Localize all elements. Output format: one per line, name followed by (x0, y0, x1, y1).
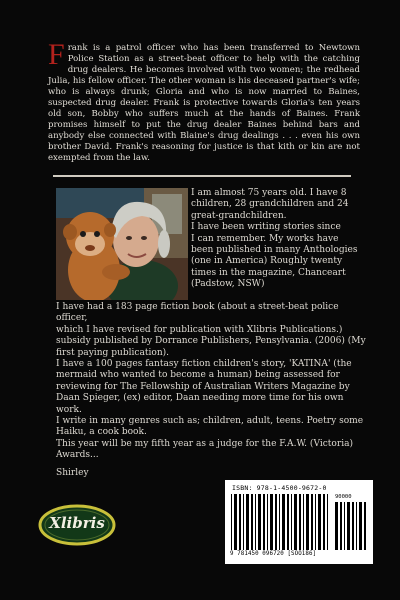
barcode-stripe (323, 494, 325, 550)
barcode-stripe (251, 494, 253, 550)
bio-line: which I have revised for publication with Xlibris Publications.) (56, 324, 343, 335)
barcode-stripe (270, 494, 273, 550)
author-photo (56, 188, 188, 300)
bio-line: times in the magazine, Chanceart (191, 267, 346, 278)
barcode-stripe (359, 502, 362, 550)
barcode-stripe (231, 494, 232, 550)
bio-line: I write in many genres such as; children, adult, teens. Poetry some (56, 416, 364, 427)
bio-line: I am almost 75 years old. I have 8 (191, 188, 347, 198)
barcode-stripe (364, 502, 366, 550)
price-code: 90000 (335, 494, 352, 500)
barcode-stripe (335, 502, 338, 550)
barcode-stripe (306, 494, 309, 550)
author-bio-top (191, 188, 363, 291)
bio-line: subsidy published by Dorrance Publishers, Pensylvania. (2006) (My (56, 336, 366, 347)
bio-line: I can remember. My works have (191, 233, 339, 244)
isbn-barcode (225, 480, 373, 564)
bio-line: I have a 100 pages fantasy fiction children's story, 'KATINA' (the (56, 359, 352, 370)
addon-barcode-bars (335, 502, 367, 550)
barcode-stripe (246, 494, 249, 550)
barcode-stripe (279, 494, 280, 550)
barcode-stripe (303, 494, 304, 550)
barcode-stripe (318, 494, 321, 550)
bio-line: Awards... (56, 450, 99, 461)
barcode-stripe (344, 502, 345, 550)
barcode-stripe (294, 494, 297, 550)
bio-line: Haiku, a cook book. (56, 427, 147, 438)
divider-rule (53, 175, 351, 177)
barcode-stripe (243, 494, 244, 550)
synopsis-text: rank is a patrol officer who has been transferred to Newtown Police Station as a street-beat officer to help with the catching drug dealers. He becomes involved with two women; the redhead Julia, his fellow officer. The other woman is his deceased partner's wife; who is always drunk; Gloria and who is now married to Baines, suspected drug dealer. Frank is protective towards Gloria's ten years old son, Bobby who suffers much at the hands of Baines. Frank promises himself to put the drug dealer Baines behind bars and anybody else connected with Blaine's drug dealings . . . even his own brother David. Frank's reasoning for justice is that kith or kin are not exempted from the law. (48, 43, 360, 163)
author-signature: Shirley (56, 467, 89, 478)
barcode-stripe (267, 494, 268, 550)
barcode-bars (231, 494, 331, 550)
barcode-stripe (282, 494, 285, 550)
synopsis-paragraph (48, 38, 360, 164)
isbn-label: ISBN: 978-1-4500-9672-0 (232, 484, 327, 492)
barcode-stripe (258, 494, 261, 550)
bio-line: I have been writing stories since (191, 222, 341, 233)
barcode-stripe (340, 502, 342, 550)
barcode-stripe (239, 494, 241, 550)
bio-line: great-grandchildren. (191, 210, 287, 221)
barcode-stripe (356, 502, 357, 550)
barcode-stripe (315, 494, 316, 550)
barcode-stripe (327, 494, 328, 550)
bio-line: reviewing for The Fellowship of Australian Writers Magazine by (56, 381, 350, 392)
barcode-digits: 9 781450 096720 [SOO186] (230, 551, 317, 557)
bio-line: children, 28 grandchildren and 24 (191, 199, 349, 210)
bio-line: (Padstow, NSW) (191, 279, 265, 290)
barcode-stripe (255, 494, 256, 550)
bio-line: first paying publication). (56, 347, 170, 358)
bio-line: mermaid who wanted to become a human) being assessed for (56, 370, 340, 381)
barcode-stripe (311, 494, 313, 550)
bio-line: (one in America) Roughly twenty (191, 256, 343, 267)
bio-line: Daan Spieger, (ex) editor, Daan needing more time for his own work. (56, 393, 344, 415)
orangutan-toy-face (75, 232, 105, 256)
barcode-stripe (299, 494, 301, 550)
xlibris-logo (38, 503, 116, 547)
author-bio-bottom (56, 302, 368, 479)
barcode-stripe (352, 502, 354, 550)
barcode-stripe (234, 494, 237, 550)
barcode-stripe (275, 494, 277, 550)
barcode-stripe (287, 494, 289, 550)
bio-line: I have had a 183 page fiction book (about a street-beat police officer, (56, 302, 339, 324)
publisher-name: Xlibris (49, 514, 105, 532)
drop-cap: F (48, 38, 65, 71)
barcode-stripe (347, 502, 350, 550)
barcode-stripe (263, 494, 265, 550)
bio-line: been published in many Anthologies (191, 245, 358, 256)
barcode-stripe (291, 494, 292, 550)
bio-line: This year will be my fifth year as a judge for the F.A.W. (Victoria) (56, 438, 354, 449)
